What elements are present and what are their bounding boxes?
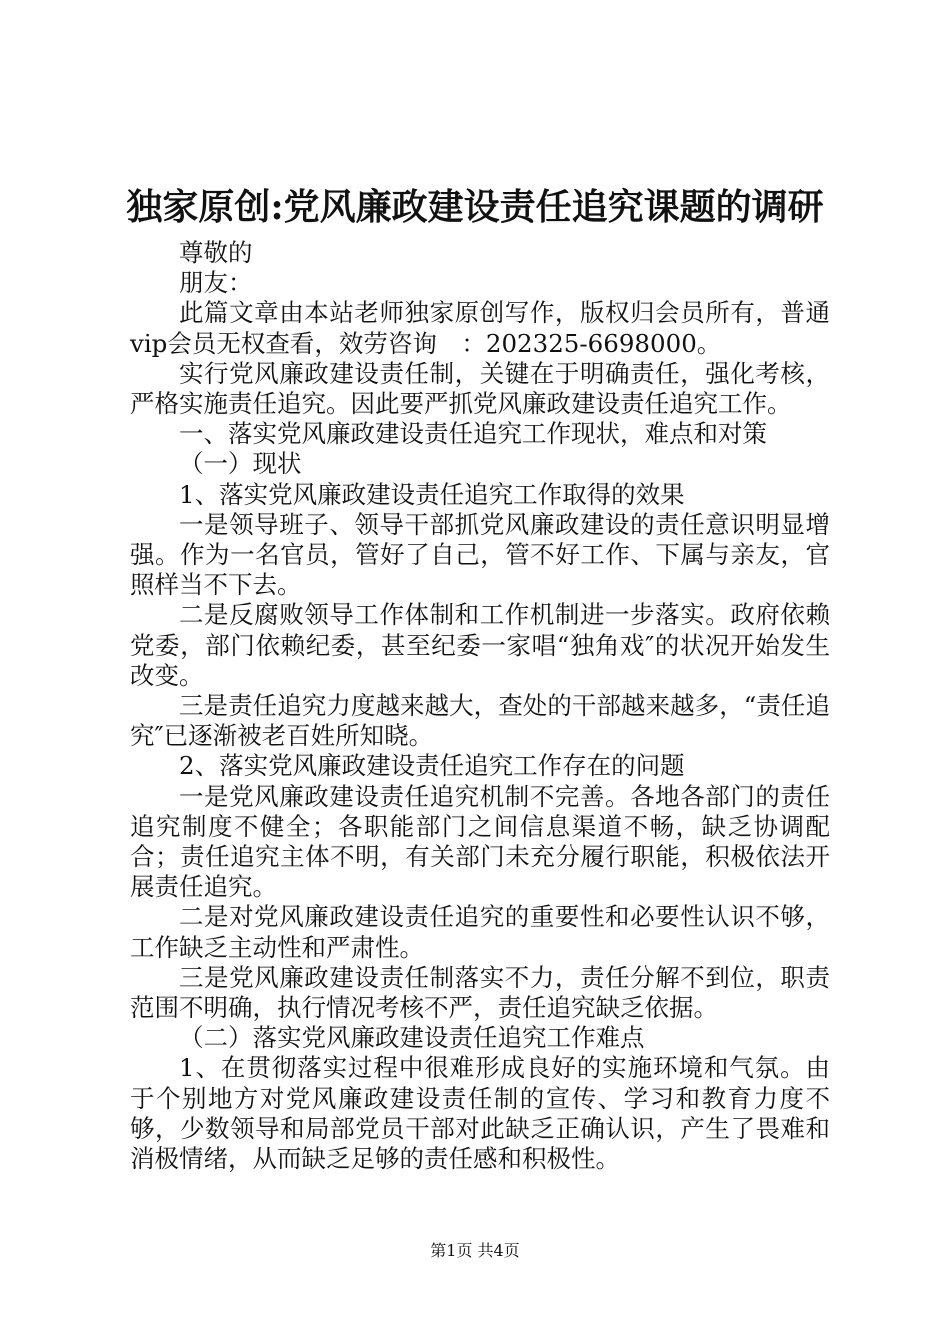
paragraph-copyright-notice: 此篇文章由本站老师独家原创写作，版权归会员所有，普通vip会员无权查看，效劳咨询 ：202325-6698000。 bbox=[130, 298, 830, 358]
paragraph-problem-1: 一是党风廉政建设责任追究机制不完善。各地各部门的责任追究制度不健全；各职能部门之间信息渠道不畅，缺乏协调配合；责任追究主体不明，有关部门未充分履行职能，积极依法开展责任追究。 bbox=[130, 781, 830, 902]
item-heading-effects: 1、落实党风廉政建设责任追究工作取得的效果 bbox=[179, 479, 685, 509]
paragraph-problem-3: 三是党风廉政建设责任制落实不力，责任分解不到位，职责范围不明确，执行情况考核不严，责任追究缺乏依据。 bbox=[130, 962, 830, 1023]
paragraph-effect-1: 一是领导班子、领导干部抓党风廉政建设的责任意识明显增强。作为一名官员，管好了自己，管不好工作、下属与亲友，官照样当不下去。 bbox=[130, 509, 830, 600]
paragraph-problem-2: 二是对党风廉政建设责任追究的重要性和必要性认识不够，工作缺乏主动性和严肃性。 bbox=[130, 902, 830, 962]
paragraph-effect-3: 三是责任追究力度越来越大，查处的干部越来越多，“责任追究″已逐渐被老百姓所知晓。 bbox=[130, 691, 830, 751]
subsection-heading-difficulties: （二）落实党风廉政建设责任追究工作难点 bbox=[179, 1023, 645, 1053]
paragraph-salutation-1: 尊敬的 bbox=[179, 238, 253, 267]
paragraph-effect-2: 二是反腐败领导工作体制和工作机制进一步落实。政府依赖党委，部门依赖纪委，甚至纪委一家唱“独角戏″的状况开始发生改变。 bbox=[130, 600, 830, 690]
document-title: 独家原创:党风廉政建设责任追究课题的调研 bbox=[126, 186, 824, 228]
subsection-heading-status: （一）现状 bbox=[179, 449, 302, 479]
document-body bbox=[130, 238, 830, 1174]
page-footer: 第1页 共4页 bbox=[430, 1241, 520, 1260]
paragraph-intro: 实行党风廉政建设责任制，关键在于明确责任，强化考核，严格实施责任追究。因此要严抓党风廉政建设责任追究工作。 bbox=[130, 358, 830, 419]
paragraph-salutation-2: 朋友： bbox=[179, 268, 253, 298]
paragraph-difficulty-1: 1、在贯彻落实过程中很难形成良好的实施环境和气氛。由于个别地方对党风廉政建设责任制的宣传、学习和教育力度不够，少数领导和局部党员干部对此缺乏正确认识，产生了畏难和消极情绪，从而缺乏足够的责任感和积极性。 bbox=[130, 1053, 830, 1174]
item-heading-problems: 2、落实党风廉政建设责任追究工作存在的问题 bbox=[179, 751, 685, 781]
section-heading-1: 一、落实党风廉政建设责任追究工作现状，难点和对策 bbox=[179, 419, 767, 449]
